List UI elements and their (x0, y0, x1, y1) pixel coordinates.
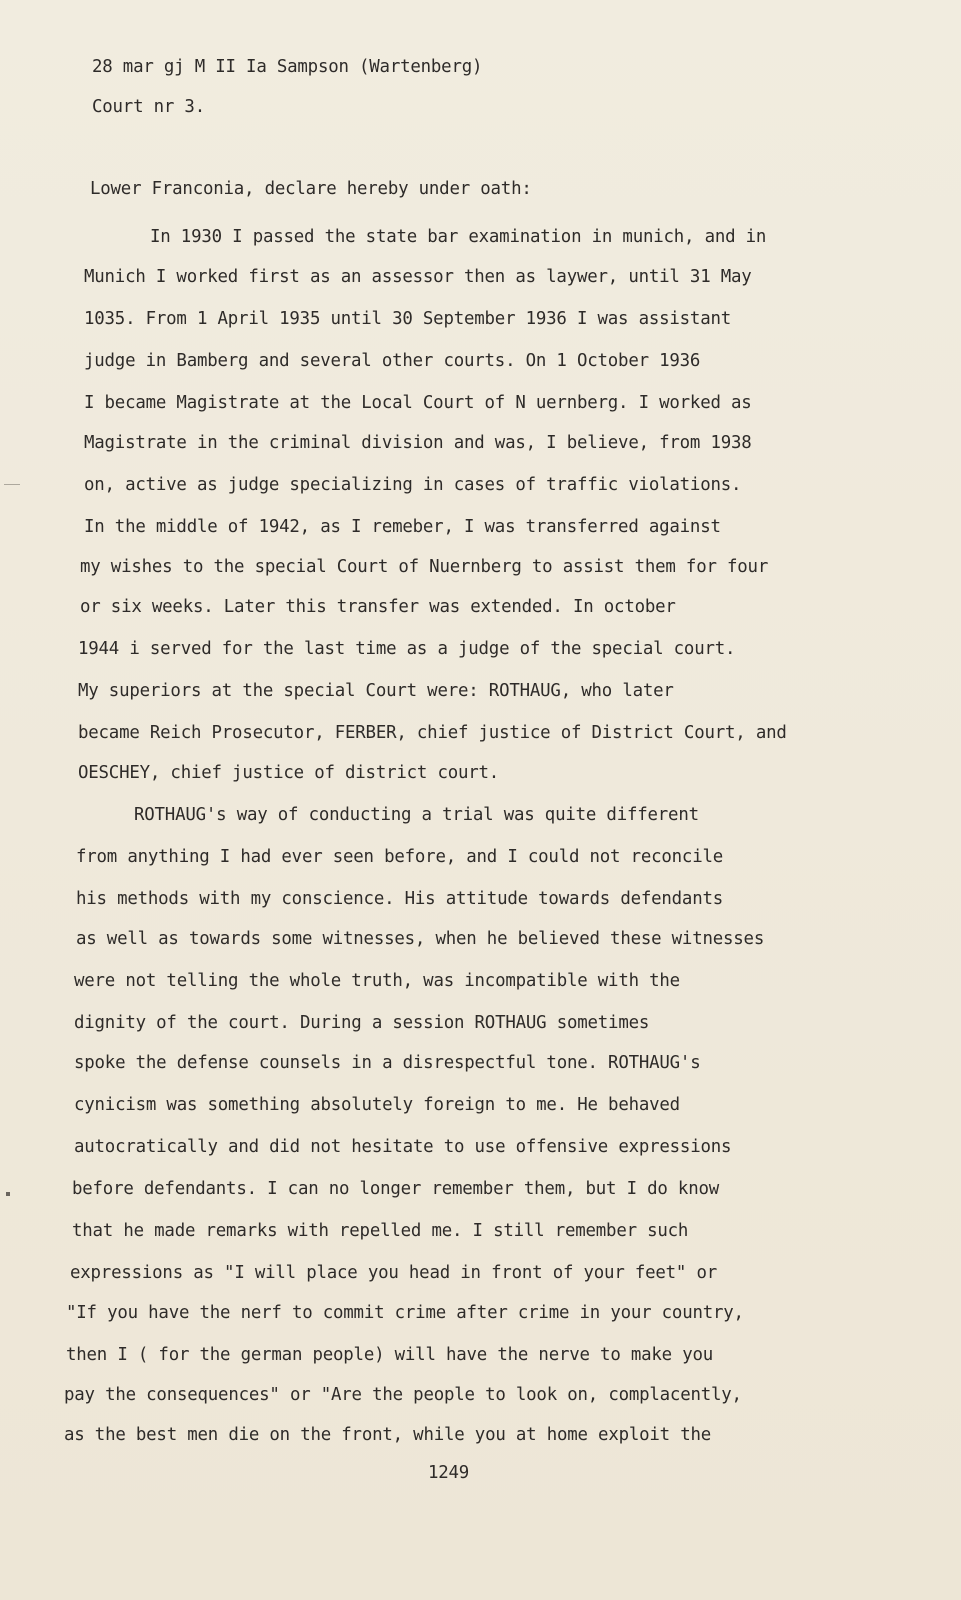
body-line: In the middle of 1942, as I remeber, I was transferred against (84, 517, 721, 537)
left-edge-dash (4, 484, 20, 485)
body-line: before defendants. I can no longer remember them, but I do know (72, 1179, 720, 1199)
body-line: that he made remarks with repelled me. I still remember such (72, 1221, 689, 1241)
body-line: spoke the defense counsels in a disrespectful tone. ROTHAUG's (74, 1053, 701, 1073)
left-edge-mark (6, 1192, 10, 1196)
body-line: or six weeks. Later this transfer was extended. In october (80, 597, 676, 617)
body-line: as well as towards some witnesses, when he believed these witnesses (76, 929, 765, 949)
header-court: Court nr 3. (92, 97, 205, 117)
body-line: I became Magistrate at the Local Court of N uernberg. I worked as (84, 393, 752, 413)
body-line: became Reich Prosecutor, FERBER, chief justice of District Court, and (78, 723, 787, 743)
header-reference: 28 mar gj M II Ia Sampson (Wartenberg) (92, 57, 483, 77)
body-line: were not telling the whole truth, was incompatible with the (74, 971, 680, 991)
body-line: OESCHEY, chief justice of district court. (78, 763, 500, 783)
body-line: dignity of the court. During a session ROTHAUG sometimes (74, 1013, 650, 1033)
body-line: then I ( for the german people) will have the nerve to make you (66, 1345, 714, 1365)
body-line: My superiors at the special Court were: ROTHAUG, who later (78, 681, 674, 701)
body-line: cynicism was something absolutely foreign to me. He behaved (74, 1095, 680, 1115)
body-line: expressions as "I will place you head in front of your feet" or (70, 1263, 718, 1283)
body-line: on, active as judge specializing in cases of traffic violations. (84, 475, 742, 495)
body-line: 1035. From 1 April 1935 until 30 September 1936 I was assistant (84, 309, 732, 329)
body-line: Magistrate in the criminal division and was, I believe, from 1938 (84, 433, 752, 453)
body-line: 1944 i served for the last time as a judge of the special court. (78, 639, 736, 659)
body-line: pay the consequences" or "Are the people to look on, complacently, (64, 1385, 742, 1405)
body-line: my wishes to the special Court of Nuernberg to assist them for four (80, 557, 769, 577)
body-line: Lower Franconia, declare hereby under oath: (90, 179, 532, 199)
body-line: "If you have the nerf to commit crime after crime in your country, (66, 1303, 744, 1323)
body-line: autocratically and did not hesitate to use offensive expressions (74, 1137, 732, 1157)
body-line: from anything I had ever seen before, and I could not reconcile (76, 847, 724, 867)
body-line: Munich I worked first as an assessor then as laywer, until 31 May (84, 267, 752, 287)
body-line: his methods with my conscience. His attitude towards defendants (76, 889, 724, 909)
body-line: as the best men die on the front, while you at home exploit the (64, 1425, 712, 1445)
body-line: judge in Bamberg and several other courts. On 1 October 1936 (84, 351, 701, 371)
page-number: 1249 (428, 1463, 470, 1483)
body-line: ROTHAUG's way of conducting a trial was quite different (134, 805, 699, 825)
body-line: In 1930 I passed the state bar examination in munich, and in (150, 227, 767, 247)
